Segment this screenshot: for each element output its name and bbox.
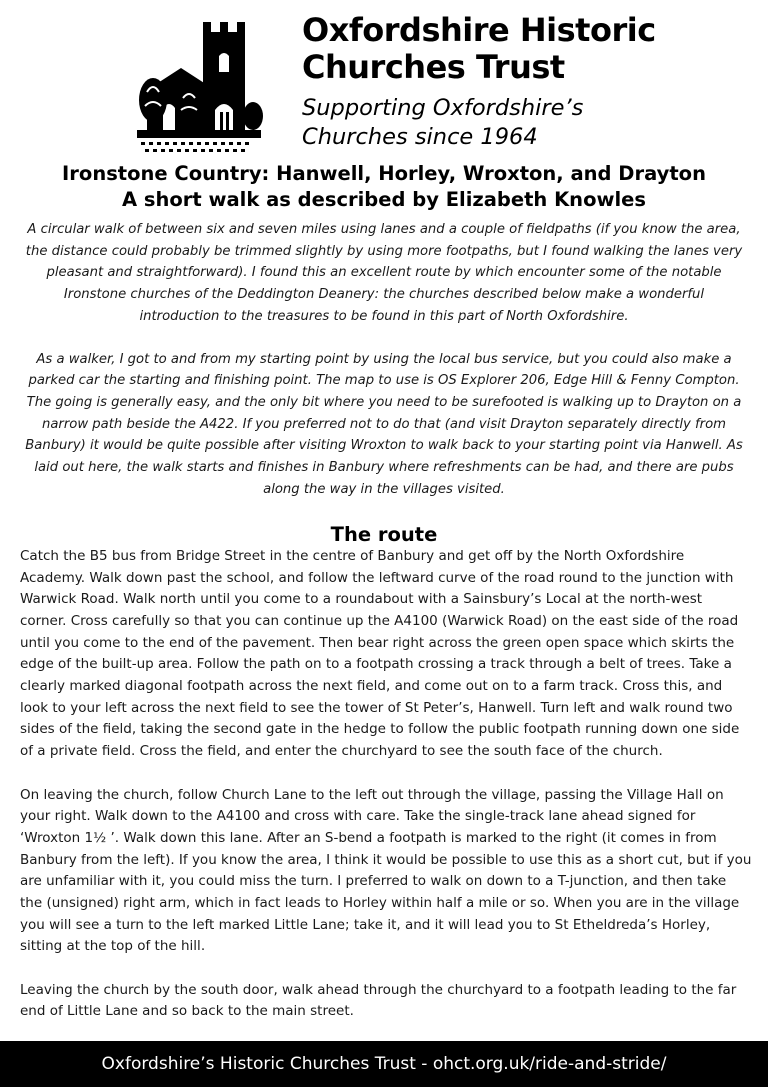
organisation-name-line-1: Oxfordshire Historic (302, 11, 656, 49)
organisation-tagline (302, 94, 583, 152)
page-footer (0, 1041, 768, 1087)
organisation-name-line-2: Churches Trust (302, 48, 565, 86)
route-paragraph-3: Leaving the church by the south door, walk ahead through the churchyard to a footpath leading to the far end of Little Lane and so back to the main street. (20, 981, 737, 1020)
organisation-name (302, 12, 656, 86)
tagline-line-2: Churches since 1964 (302, 124, 538, 150)
tagline-line-1: Supporting Oxfordshire’s (302, 95, 584, 121)
walk-title-line-2: A short walk as described by Elizabeth Knowles (122, 188, 646, 211)
route-section (20, 546, 752, 1023)
route-paragraph-2: On leaving the church, follow Church Lane to the left out through the village, passing the Village Hall on your right. Walk down to the A4100 and cross with care. Take the single-track lane ahead signed for ‘Wroxton 1½ ’. Walk down this lane. After an S-bend a footpath is marked to the right (it comes in from Banbury from the left). If you know the area, I think it would be possible to use this as a short cut, but if you are unfamiliar with it, you could miss the turn. I preferred to walk on down to a T-junction, and then take the (unsigned) right arm, which in fact leads to Horley within half a mile or so. When you are in the village you will see a turn to the left marked Little Lane; take it, and it will lead you to St Etheldreda’s Horley, sitting at the top of the hill. (20, 786, 752, 955)
church-silhouette-logo-icon (133, 12, 265, 162)
walk-title-line-1: Ironstone Country: Hanwell, Horley, Wroxton, and Drayton (62, 162, 706, 185)
route-paragraph-1: Catch the B5 bus from Bridge Street in the centre of Banbury and get off by the North Oxfordshire Academy. Walk down past the school, and follow the leftward curve of the road round to the junction with Warwick Road. Walk north until you come to a roundabout with a Sainsbury’s Local at the north-west corner. Cross carefully so that you can continue up the A4100 (Warwick Road) on the east side of the road until you come to the end of the pavement. Then bear right across the green open space which skirts the edge of the built-up area. Follow the path on to a footpath crossing a track through a belt of trees. Take a clearly marked diagonal footpath across the next field, and come out on to a farm track. Cross this, and look to your left across the next field to see the tower of St Peter’s, Hanwell. Turn left and walk round two sides of the field, taking the second gate in the hedge to follow the public footpath running down one side of a private field. Cross the field, and enter the churchyard to see the south face of the church. (20, 548, 740, 759)
route-heading: The route (330, 523, 438, 546)
intro-paragraph-2: As a walker, I got to and from my starting point by using the local bus service, but you could also make a parked car the starting and finishing point. The map to use is OS Explorer 206, Edge Hill & Fenny Compton. The going is generally easy, and the only bit where you need to be surefooted is walking up to Drayton on a narrow path beside the A422. If you preferred not to do that (and visit Drayton separately directly from Banbury) it would be quite possible after visiting Wroxton to walk back to your starting point via Hanwell. As laid out here, the walk starts and finishes in Banbury where refreshments can be had, and there are pubs along the way in the villages visited. (25, 351, 743, 497)
intro-paragraph-1: A circular walk of between six and seven miles using lanes and a couple of fieldpaths (if you know the area, the distance could probably be trimmed slightly by using more footpaths, but I found walking the lanes very pleasant and straightforward). I found this an excellent route by which encounter some of the notable Ironstone churches of the Deddington Deanery: the churches described below make a wonderful introduction to the treasures to be found in this part of North Oxfordshire. (25, 222, 743, 324)
walk-title (0, 161, 768, 213)
footer-text: Oxfordshire’s Historic Churches Trust - ohct.org.uk/ride-and-stride/ (101, 1054, 667, 1074)
intro-section (22, 219, 746, 500)
page-header (0, 0, 768, 160)
